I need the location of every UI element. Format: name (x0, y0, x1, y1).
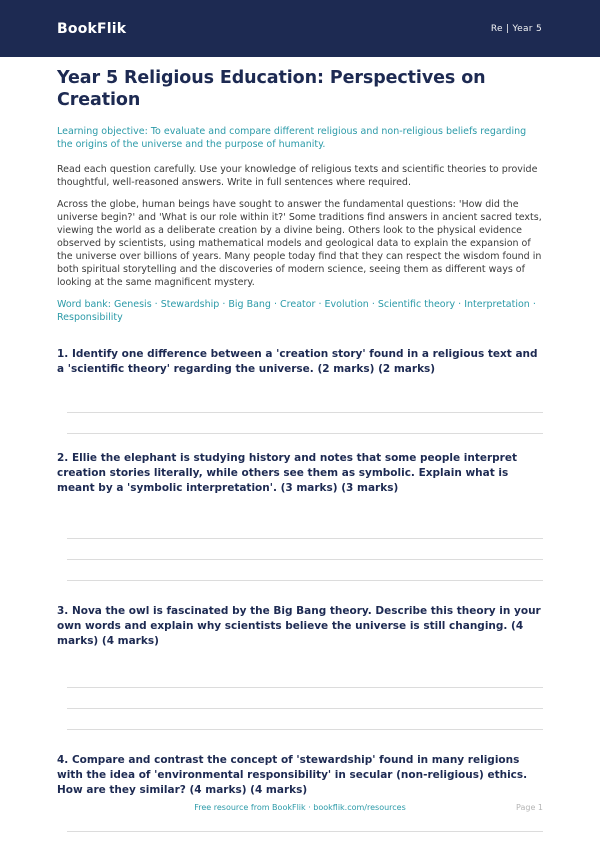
answer-line[interactable] (67, 687, 543, 688)
question-list (57, 347, 543, 848)
question-1 (57, 347, 543, 434)
page-header (0, 0, 600, 57)
question-4 (57, 753, 543, 848)
header-subject-year: Re | Year 5 (490, 23, 542, 34)
answer-line[interactable] (67, 580, 543, 581)
answer-line[interactable] (67, 559, 543, 560)
answer-line[interactable] (67, 708, 543, 709)
word-bank: Word bank: Genesis · Stewardship · Big Bang · Creator · Evolution · Scientific theory · Interpretation · Responsibility (57, 299, 536, 323)
answer-line[interactable] (67, 412, 543, 413)
answer-lines (57, 831, 543, 848)
answer-line[interactable] (67, 433, 543, 434)
brand-logo: BookFlik (57, 20, 127, 37)
answer-lines (57, 412, 543, 434)
reading-passage: Across the globe, human beings have sought to answer the fundamental questions: 'How did the universe begin?' and 'What is our role within it?' Some traditions find answers in ancient sacred texts, viewing the world as a deliberate creation by a divine being. Others look to the physical evidence observed by scientists, using mathematical models and geological data to explain the expansion of the universe over billions of years. Many people today find that they can respect the wisdom found in both spiritual storytelling and the discoveries of modern science, seeing them as different ways of looking at the same magnificent mystery. (57, 199, 542, 288)
answer-lines (57, 538, 543, 581)
instructions: Read each question carefully. Use your knowledge of religious texts and scientific theories to provide thoughtful, well-reasoned answers. Write in full sentences where required. (57, 164, 538, 188)
question-text: 1. Identify one difference between a 'creation story' found in a religious text and a 'scientific theory' regarding the universe. (2 marks) (2 marks) (57, 348, 538, 375)
question-text: 3. Nova the owl is fascinated by the Big Bang theory. Describe this theory in your own words and explain why scientists believe the universe is still changing. (4 marks) (4 marks) (57, 605, 541, 647)
question-text: 4. Compare and contrast the concept of 'stewardship' found in many religions with the idea of 'environmental responsibility' in secular (non-religious) ethics. How are they similar? (4 marks) (4 marks) (57, 754, 528, 796)
page-footer (57, 802, 543, 814)
answer-line[interactable] (67, 831, 543, 832)
answer-line[interactable] (67, 538, 543, 539)
question-text: 2. Ellie the elephant is studying history and notes that some people interpret creation stories literally, while others see them as symbolic. Explain what is meant by a 'symbolic interpretation'. (3 marks) (3 marks) (57, 452, 518, 494)
page-number: Page 1 (516, 803, 543, 812)
question-3 (57, 604, 543, 730)
question-2 (57, 451, 543, 581)
footer-source: Free resource from BookFlik · bookflik.com/resources (194, 803, 406, 812)
answer-lines (57, 687, 543, 730)
learning-objective: Learning objective: To evaluate and compare different religious and non-religious beliefs regarding the origins of the universe and the purpose of humanity. (57, 126, 527, 150)
page-title: Year 5 Religious Education: Perspectives on Creation (57, 68, 486, 110)
answer-line[interactable] (67, 729, 543, 730)
worksheet-content (57, 67, 543, 848)
